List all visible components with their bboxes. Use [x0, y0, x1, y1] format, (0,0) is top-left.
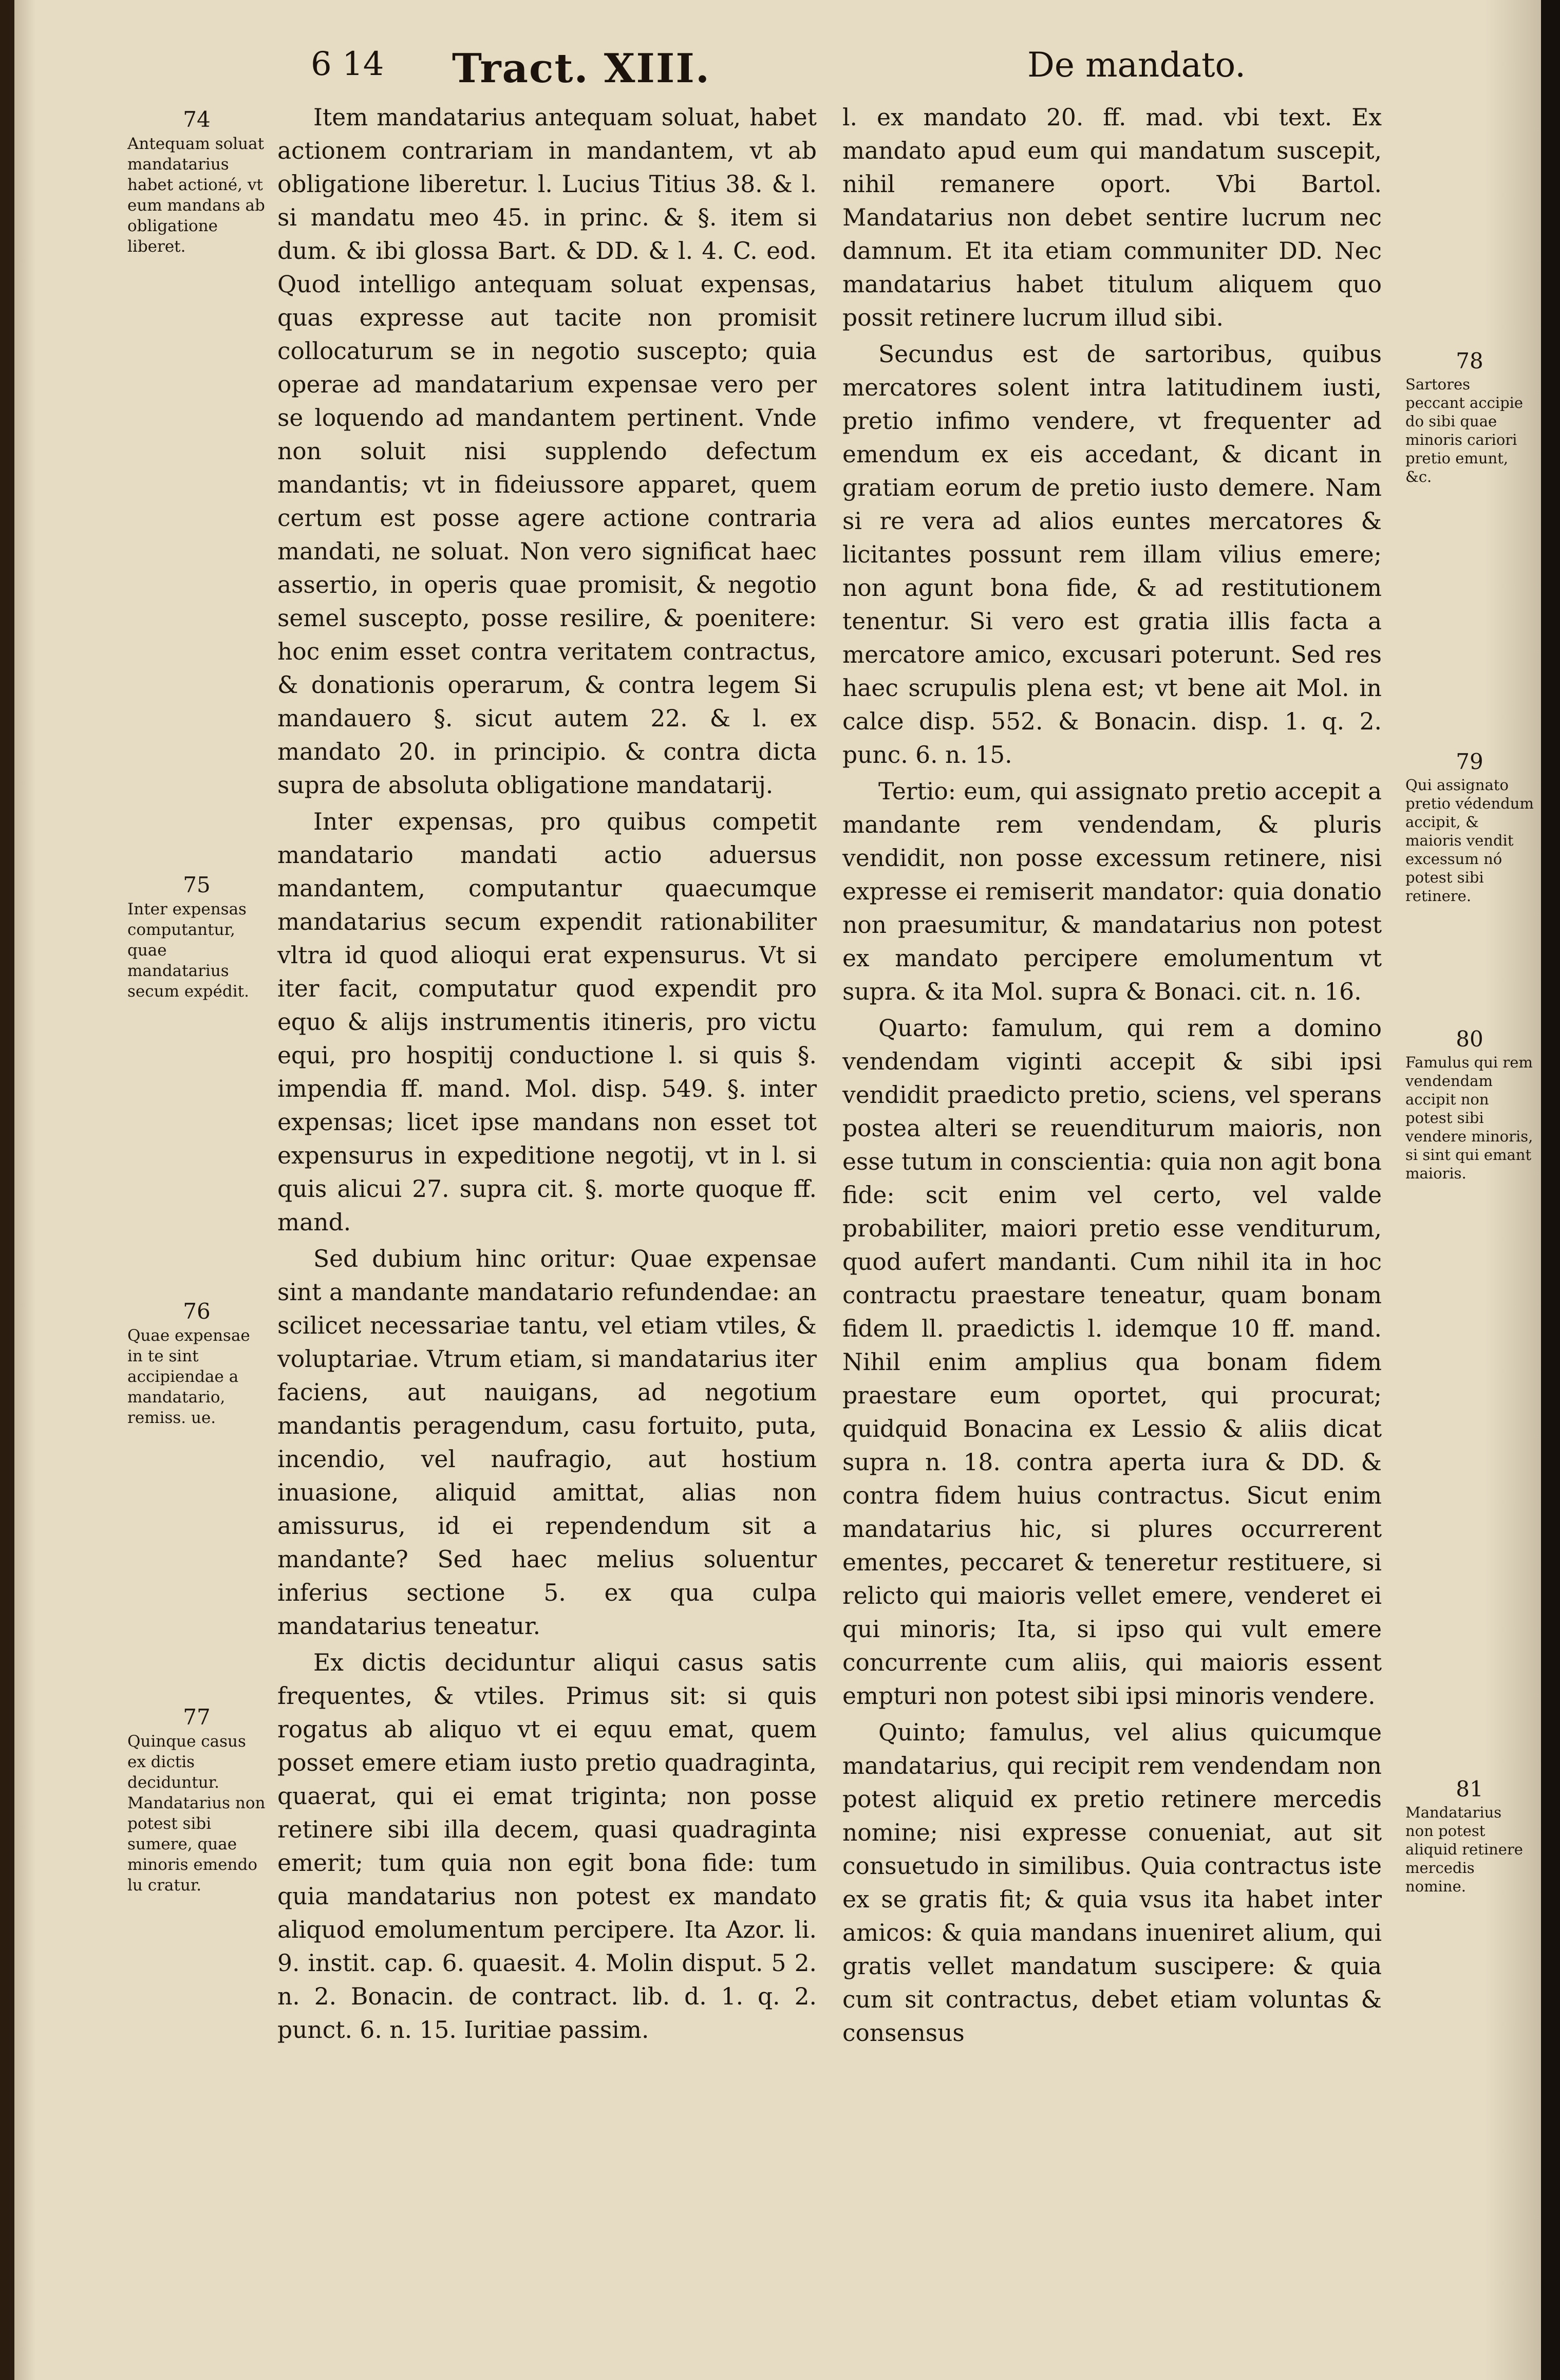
- margin-note-number: 80: [1456, 1026, 1483, 1052]
- margin-note-77: [127, 1706, 266, 1896]
- book-binding-edge: [0, 0, 14, 2380]
- margin-note-text: Sartores peccant accipie do sibi quae minoris cariori pretio emunt, &c.: [1405, 376, 1524, 485]
- margin-note-number: 75: [183, 872, 211, 897]
- paragraph: Tertio: eum, qui assignato pretio accepit a mandante rem vendendam, & pluris vendidit, non posse excessum retinere, nisi expresse ei remiserit mandator: quia donatio non praesumitur, & mandatarius non potest ex mandato percipere emolumentum vt supra. & ita Mol. supra & Bonaci. cit. n. 16.: [842, 778, 1382, 1005]
- margin-note-number: 74: [183, 107, 211, 132]
- margin-note-76: [127, 1300, 266, 1428]
- margin-note-text: Mandatarius non potest aliquid retinere mercedis nomine.: [1405, 1804, 1523, 1895]
- margin-note-81: [1405, 1777, 1534, 1896]
- margin-note-text: Inter expensas computantur, quae mandatarius secum expédit.: [127, 900, 249, 1001]
- left-text-column: [277, 101, 817, 2050]
- margin-note-number: 76: [183, 1299, 211, 1324]
- paragraph: Inter expensas, pro quibus competit mandatario mandati actio aduersus mandantem, computantur quaecumque mandatarius secum expendit rationabiliter vltra id quod alioqui erat expensurus. Vt si iter facit, computatur quod expendit pro equo & alijs instrumentis itineris, pro victu equi, pro hospitij conductione l. si quis §. impendia ff. mand. Mol. disp. 549. §. inter expensas; licet ipse mandans non esset tot expensurus in expeditione negotij, vt in l. si quis alicui 27. supra cit. §. morte quoque ff. mand.: [277, 808, 817, 1236]
- margin-note-text: Antequam soluat mandatarius habet actioné, vt eum mandans ab obligatione liberet.: [127, 135, 265, 256]
- margin-note-text: Qui assignato pretio védendum accipit, & maioris vendit excessum nó potest sibi retinere.: [1405, 776, 1534, 905]
- margin-note-number: 81: [1456, 1776, 1483, 1802]
- paragraph: Secundus est de sartoribus, quibus mercatores solent intra latitudinem iusti, pretio infimo vendere, vt frequenter ad emendum ex eis accedant, & dicant in gratiam eorum de pretio iusto demere. Nam si re vera ad alios euntes mercatores & licitantes possunt rem illam vilius emere; non agunt bona fide, & ad restitutionem tenentur. Si vero est gratia illis facta a mercatore amico, excusari poterunt. Sed res haec scrupulis plena est; vt bene ait Mol. in calce disp. 552. & Bonacin. disp. 1. q. 2. punc. 6. n. 15.: [842, 341, 1382, 769]
- margin-note-79: [1405, 750, 1534, 905]
- right-text-column: [842, 101, 1382, 2053]
- margin-note-text: Famulus qui rem vendendam accipit non potest sibi vendere minoris, si sint qui emant maioris.: [1405, 1054, 1533, 1182]
- tract-heading: Tract. XIII.: [452, 45, 710, 92]
- margin-note-number: 79: [1456, 749, 1483, 774]
- paragraph: l. ex mandato 20. ff. mad. vbi text. Ex mandato apud eum qui mandatum suscepit, nihil remanere oport. Vbi Bartol. Mandatarius non debet sentire lucrum nec damnum. Et ita etiam communiter DD. Nec mandatarius habet titulum aliquem quo possit retinere lucrum illud sibi.: [842, 104, 1382, 331]
- margin-note-number: 77: [183, 1704, 211, 1730]
- margin-note-number: 78: [1456, 348, 1483, 373]
- page-number: 6 14: [311, 45, 384, 83]
- margin-note-78: [1405, 349, 1534, 486]
- paragraph: Ex dictis deciduntur aliqui casus satis frequentes, & vtiles. Primus sit: si quis rogatus ab aliquo vt ei equu emat, quem posset emere etiam iusto pretio quadraginta, quaerat, qui ei emat triginta; non posse retinere sibi illa decem, quasi quadraginta emerit; tum quia non egit bona fide: tum quia mandatarius non potest ex mandato aliquod emolumentum percipere. Ita Azor. li. 9. instit. cap. 6. quaesit. 4. Molin disput. 5 2. n. 2. Bonacin. de contract. lib. d. 1. q. 2. punct. 6. n. 15. Iuritiae passim.: [277, 1649, 817, 2044]
- paragraph: Sed dubium hinc oritur: Quae expensae sint a mandante mandatario refundendae: an scilicet necessariae tantu, vel etiam vtiles, & voluptariae. Vtrum etiam, si mandatarius iter faciens, aut nauigans, ad negotium mandantis peragendum, casu fortuito, puta, incendio, vel naufragio, aut hostium inuasione, aliquid amittat, alias non amissurus, id ei rependendum sit a mandante? Sed haec melius soluentur inferius sectione 5. ex qua culpa mandatarius teneatur.: [277, 1245, 817, 1640]
- margin-note-80: [1405, 1027, 1534, 1183]
- margin-note-74: [127, 108, 266, 257]
- paragraph: Quinto; famulus, vel alius quicumque mandatarius, qui recipit rem vendendam non potest aliquid ex pretio retinere mercedis nomine; nisi expresse conueniat, aut sit consuetudo in similibus. Quia contractus iste ex se gratis fit; & quia vsus ita habet inter amicos: & quia mandans inueniret alium, qui gratis vellet mandatum suscipere: & quia cum sit contractus, debet etiam voluntas & consensus: [842, 1719, 1382, 2047]
- paragraph: Quarto: famulum, qui rem a domino vendendam viginti accepit & sibi ipsi vendidit praedicto pretio, sciens, vel sperans postea alteri se reuenditurum maioris, non esse tutum in conscientia: quia non agit bona fide: scit enim vel certo, vel valde probabiliter, maiori pretio esse venditurum, quod aufert mandanti. Cum nihil ita in hoc contractu praestare teneatur, quam bonam fidem ll. praedictis l. idemque 10 ff. mand. Nihil enim amplius qua bonam fidem praestare eum oportet, qui procurat; quidquid Bonacina ex Lessio & aliis dicat supra n. 18. contra aperta iura & DD. & contra fidem huius contractus. Sicut enim mandatarius hic, si plures occurrerent ementes, peccaret & teneretur restituere, si relicto qui maioris vellet emere, venderet ei qui minoris; Ita, si ipso qui vult emere concurrente cum aliis, qui maioris essent empturi non potest sibi ipsi minoris vendere.: [842, 1015, 1382, 1710]
- paragraph: Item mandatarius antequam soluat, habet actionem contrariam in mandantem, vt ab obligatione liberetur. l. Lucius Titius 38. & l. si mandatu meo 45. in princ. & §. item si dum. & ibi glossa Bart. & DD. & l. 4. C. eod. Quod intelligo antequam soluat expensas, quas expresse aut tacite non promisit collocaturum se in negotio suscepto; quia operae ad mandatarium expensae vero per se loquendo ad mandantem pertinent. Vnde non soluit nisi supplendo defectum mandantis; vt in fideiussore apparet, quem certum est posse agere actione contraria mandati, ne soluat. Non vero significat haec assertio, in operis quae promisit, & negotio semel suscepto, posse resilire, & poenitere: hoc enim esset contra veritatem contractus, & donationis operarum, & contra legem Si mandauero §. sicut autem 22. & l. ex mandato 20. in principio. & contra dicta supra de absoluta obligatione mandatarij.: [277, 104, 817, 799]
- margin-note-75: [127, 873, 266, 1002]
- running-head: De mandato.: [1027, 45, 1246, 85]
- margin-note-text: Quinque casus ex dictis deciduntur. Mandatarius non potest sibi sumere, quae minoris emendo lu cratur.: [127, 1732, 266, 1895]
- margin-note-text: Quae expensae in te sint accipiendae a mandatario, remiss. ue.: [127, 1326, 250, 1427]
